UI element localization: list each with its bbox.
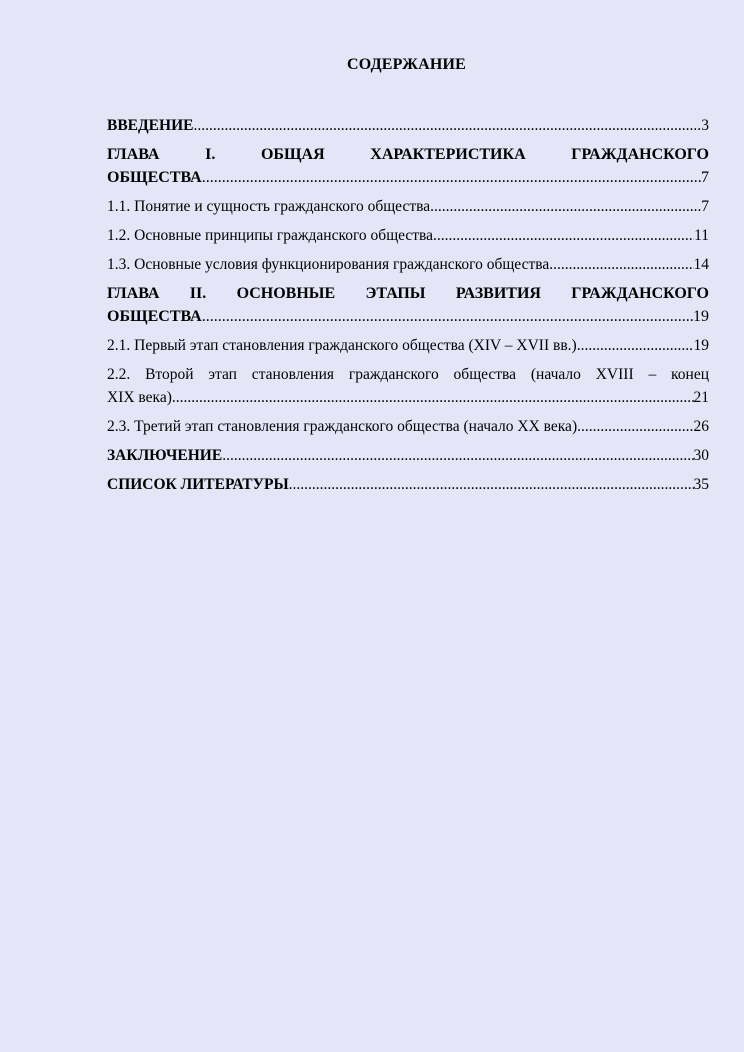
page-title: СОДЕРЖАНИЕ <box>346 56 467 73</box>
toc-row <box>107 253 709 276</box>
toc-entry-chapter-1 <box>107 143 709 189</box>
dot-leader <box>577 415 693 438</box>
toc-page-number: 3 <box>701 117 709 134</box>
toc-row <box>107 114 709 137</box>
toc-entry-section-2-3 <box>107 415 709 438</box>
toc-row <box>107 473 709 496</box>
toc-label-line: ГЛАВА I. ОБЩАЯ ХАРАКТЕРИСТИКА ГРАЖДАНСКОГО <box>107 146 709 163</box>
toc-entry-references <box>107 473 709 496</box>
toc-page-number: 7 <box>701 169 709 186</box>
toc-row <box>107 195 709 218</box>
dot-leader <box>202 305 693 328</box>
toc-row <box>107 166 709 189</box>
toc-row <box>107 224 709 247</box>
toc-row <box>107 334 709 357</box>
toc-row <box>107 386 709 409</box>
toc-page-number: 11 <box>694 227 709 244</box>
dot-leader <box>202 166 701 189</box>
toc-entry-section-1-2 <box>107 224 709 247</box>
toc-entry-section-1-1 <box>107 195 709 218</box>
toc-page-number: 35 <box>693 476 709 493</box>
toc-entry-section-1-3 <box>107 253 709 276</box>
dot-leader <box>577 334 694 357</box>
toc-entry-chapter-2 <box>107 282 709 328</box>
toc-label: 2.1. Первый этап становления гражданского общества (XIV – XVII вв.) <box>107 337 577 354</box>
dot-leader <box>172 386 694 409</box>
toc-page-number: 26 <box>693 418 709 435</box>
toc-page-number: 30 <box>693 447 709 464</box>
toc-label: 1.1. Понятие и сущность гражданского общества <box>107 198 431 215</box>
toc-label: 2.3. Третий этап становления гражданского общества (начало XX века) <box>107 418 578 435</box>
toc-page-number: 19 <box>693 308 709 325</box>
toc-page-number: 21 <box>693 389 709 406</box>
toc-entry-section-2-1 <box>107 334 709 357</box>
toc-label: ВВЕДЕНИЕ <box>107 117 194 134</box>
dot-leader <box>433 224 694 247</box>
toc-label: 1.3. Основные условия функционирования гражданского общества <box>107 256 550 273</box>
toc-entry-introduction <box>107 114 709 137</box>
dot-leader <box>193 114 701 137</box>
dot-leader <box>549 253 693 276</box>
dot-leader <box>430 195 701 218</box>
toc-label: 1.2. Основные принципы гражданского общества <box>107 227 434 244</box>
toc-label-line: 2.2. Второй этап становления гражданского общества (начало XVIII – конец <box>107 366 709 383</box>
toc-row <box>107 415 709 438</box>
toc-page-number: 7 <box>701 198 709 215</box>
toc-label: XIX века) <box>107 389 172 406</box>
toc-label: ОБЩЕСТВА <box>107 308 202 325</box>
toc-label: ЗАКЛЮЧЕНИЕ <box>107 447 223 464</box>
toc-label: СПИСОК ЛИТЕРАТУРЫ <box>107 476 289 493</box>
toc-entry-conclusion <box>107 444 709 467</box>
toc-row <box>107 444 709 467</box>
toc-page-number: 14 <box>693 256 709 273</box>
dot-leader <box>222 444 693 467</box>
table-of-contents <box>107 114 709 502</box>
toc-entry-section-2-2 <box>107 363 709 409</box>
toc-label-line: ГЛАВА II. ОСНОВНЫЕ ЭТАПЫ РАЗВИТИЯ ГРАЖДАНСКОГО <box>107 285 709 302</box>
toc-row <box>107 305 709 328</box>
toc-label: ОБЩЕСТВА <box>107 169 202 186</box>
dot-leader <box>289 473 694 496</box>
toc-page-number: 19 <box>693 337 709 354</box>
